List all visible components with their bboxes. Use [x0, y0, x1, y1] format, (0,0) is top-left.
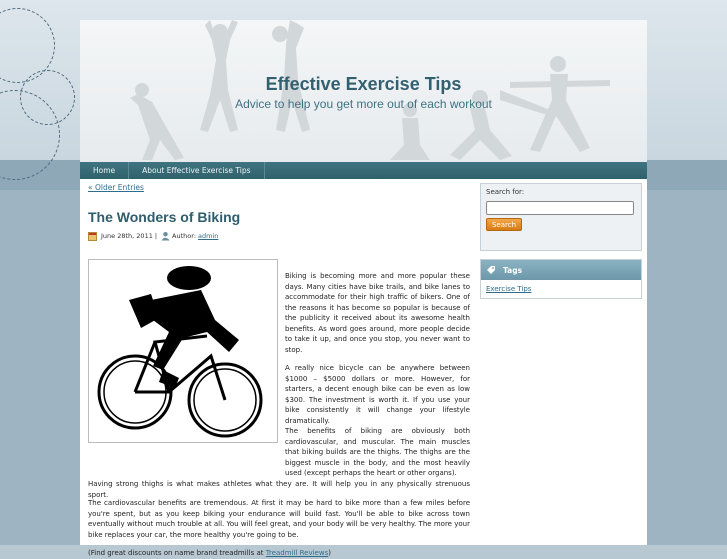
nav-item-home[interactable]: Home: [80, 162, 129, 179]
calendar-icon: [88, 232, 97, 241]
search-label: Search for:: [486, 188, 525, 196]
post-paragraph: A really nice bicycle can be anywhere between $1000 – $5000 dollars or more. However, for starters, a decent enough bike can be even as low $300. The investment is worth it. If you use your bike consistently it will change your lifestyle dramatically.: [285, 364, 470, 425]
author-label: Author:: [172, 232, 197, 240]
main-content: [88, 183, 478, 557]
site-header: [80, 20, 647, 162]
user-icon: [161, 231, 170, 241]
author-link[interactable]: admin: [198, 232, 219, 240]
tags-header: [481, 260, 641, 280]
search-input[interactable]: [486, 201, 634, 215]
post-footnote: [88, 548, 470, 559]
tag-icon: [487, 266, 495, 274]
tag-link-exercise-tips[interactable]: Exercise Tips: [486, 285, 532, 293]
footnote-suffix: ): [328, 549, 331, 557]
post-paragraph: The benefits of biking are obviously both cardiovascular, and muscular. The main muscles that biking builds are the thighs. The thighs are the biggest muscle in the body, and the most heavily used (except perhaps the heart or other organs).: [285, 427, 470, 477]
post-date: June 28th, 2011: [101, 232, 153, 240]
main-nav: [80, 162, 647, 179]
post-paragraph: Biking is becoming more and more popular these days. Many cities have bike trails, and bike lanes to accommodate for their high traffic of bikers. One of the reasons it has become so popular is because of the publicity it received about its awesome health benefits. As word goes around, more people decide to take it up, and once you stop, you never want to stop.: [285, 272, 470, 354]
treadmill-reviews-link[interactable]: Treadmill Reviews: [265, 549, 329, 557]
page-container: [80, 20, 647, 557]
tags-widget: [480, 259, 642, 299]
tags-title: Tags: [503, 265, 523, 275]
post-title[interactable]: The Wonders of Biking: [88, 209, 241, 225]
post-paragraph: The cardiovascular benefits are tremendous. At first it may be hard to bike more than a few miles before you're spent, but as you keep biking your endurance will build fast. You'll be able to bike across town eventually without much trouble at all. You will feel great, and your body will be very healthy. The more your bike replaces your car, the more healthy you're going to be.: [88, 499, 470, 539]
meta-separator: |: [154, 232, 158, 240]
nav-item-about[interactable]: About Effective Exercise Tips: [129, 162, 264, 179]
post-paragraph: Having strong thighs is what makes athletes what they are. It will help you in any physically strenuous sport.: [88, 480, 470, 499]
post-meta: [88, 231, 218, 241]
tags-list: [481, 280, 641, 298]
cyclist-image: [88, 259, 278, 443]
site-title[interactable]: Effective Exercise Tips: [265, 74, 462, 94]
footnote-prefix: (Find great discounts on name brand treadmills at: [88, 549, 266, 557]
site-description: Advice to help you get more out of each workout: [235, 97, 492, 111]
search-widget: [480, 183, 642, 251]
sidebar: [480, 183, 642, 299]
older-entries-link[interactable]: « Older Entries: [88, 183, 144, 192]
search-button[interactable]: Search: [486, 218, 522, 231]
